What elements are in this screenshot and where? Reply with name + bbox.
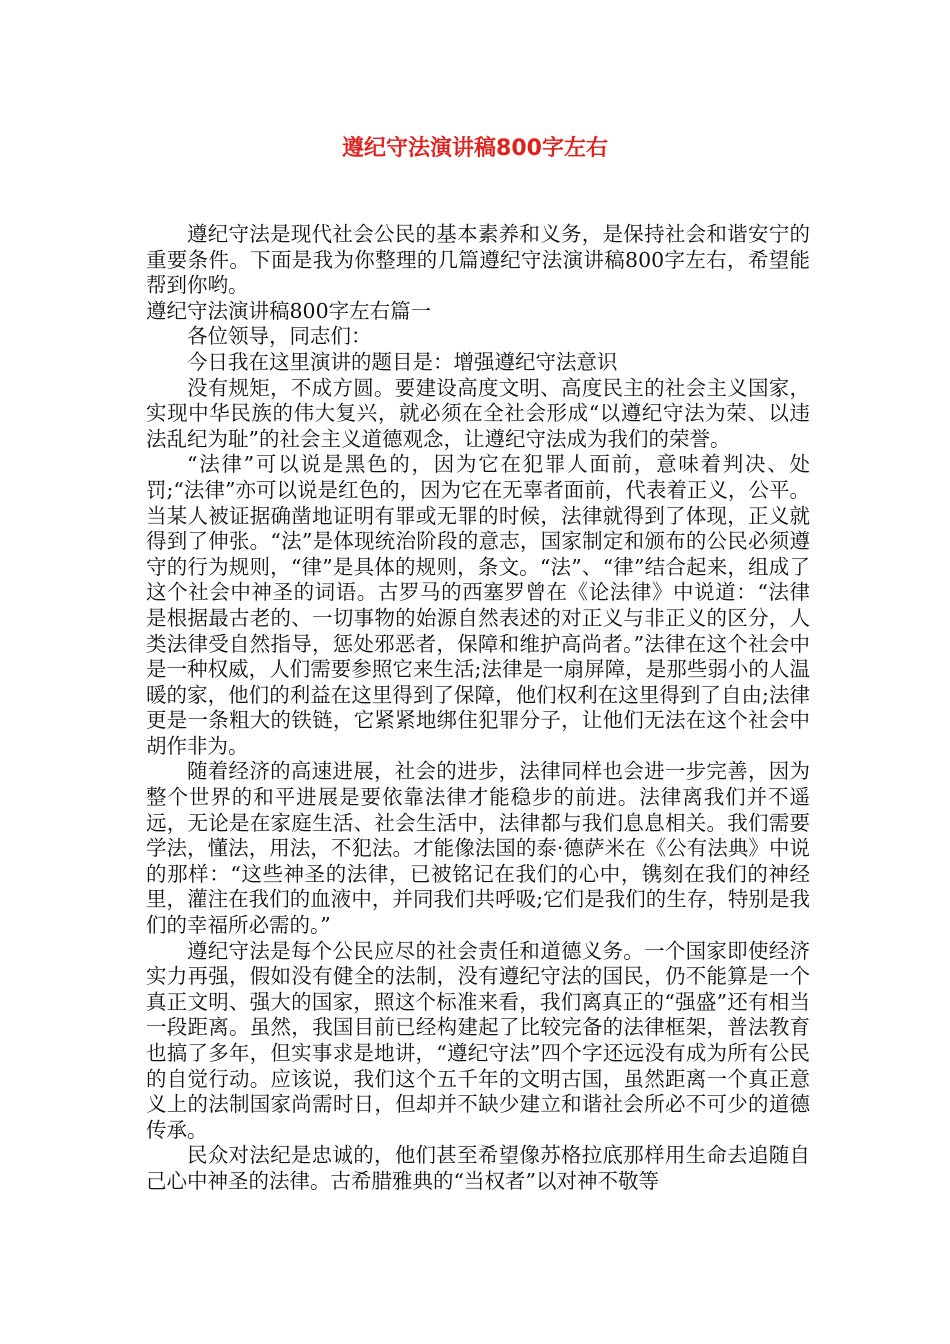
paragraph: “法律”可以说是黑色的，因为它在犯罪人面前，意味着判决、处罚;“法律”亦可以说是红色的，因为它在无辜者面前，代表着正义，公平。当某人被证据确凿地证明有罪或无罪的时候，法律就得到了体现，正义就得到了伸张。“法”是体现统治阶段的意志，国家制定和颁布的公民必须遵守的行为规则，“律”是具体的规则，条文。“法”、“律”结合起来，组成了这个社会中神圣的词语。古罗马的西塞罗曾在《论法律》中说道：“法律是根据最古老的、一切事物的始源自然表述的对正义与非正义的区分，人类法律受自然指导，惩处邪恶者，保障和维护高尚者。”法律在这个社会中是一种权威，人们需要参照它来生活;法律是一扇屏障，是那些弱小的人温暖的家，他们的利益在这里得到了保障，他们权利在这里得到了自由;法律更是一条粗大的铁链，它紧紧地绑住犯罪分子，让他们无法在这个社会中胡作非为。 xyxy=(146,452,810,758)
paragraph-intro: 遵纪守法是现代社会公民的基本素养和义务，是保持社会和谐安宁的重要条件。下面是我为你整理的几篇遵纪守法演讲稿800字左右，希望能帮到你哟。 xyxy=(146,222,810,298)
document-body xyxy=(146,222,810,1195)
paragraph: 没有规矩，不成方圆。要建设高度文明、高度民主的社会主义国家，实现中华民族的伟大复兴，就必须在全社会形成“以遵纪守法为荣、以违法乱纪为耻”的社会主义道德观念，让遵纪守法成为我们的荣誉。 xyxy=(146,375,810,451)
paragraph: 遵纪守法是每个公民应尽的社会责任和道德义务。一个国家即使经济实力再强，假如没有健全的法制，没有遵纪守法的国民，仍不能算是一个真正文明、强大的国家，照这个标准来看，我们离真正的“强盛”还有相当一段距离。虽然，我国目前已经构建起了比较完备的法律框架，普法教育也搞了多年，但实事求是地讲，“遵纪守法”四个字还远没有成为所有公民的自觉行动。应该说，我们这个五千年的文明古国，虽然距离一个真正意义上的法制国家尚需时日，但却并不缺少建立和谐社会所必不可少的道德传承。 xyxy=(146,938,810,1142)
paragraph: 随着经济的高速进展，社会的进步，法律同样也会进一步完善，因为整个世界的和平进展是要依靠法律才能稳步的前进。法律离我们并不遥远，无论是在家庭生活、社会生活中，法律都与我们息息相关。我们需要学法，懂法，用法，不犯法。才能像法国的泰·德萨米在《公有法典》中说的那样：“这些神圣的法律，已被铭记在我们的心中，镌刻在我们的神经里，灌注在我们的血液中，并同我们共呼吸;它们是我们的生存，特别是我们的幸福所必需的。” xyxy=(146,759,810,938)
section-heading: 遵纪守法演讲稿800字左右篇一 xyxy=(146,298,432,323)
document-title: 遵纪守法演讲稿800字左右 xyxy=(342,136,608,161)
paragraph-salutation: 各位领导，同志们： xyxy=(187,324,372,349)
paragraph-topic: 今日我在这里演讲的题目是：增强遵纪守法意识 xyxy=(187,349,618,374)
paragraph: 民众对法纪是忠诚的，他们甚至希望像苏格拉底那样用生命去追随自己心中神圣的法律。古希腊雅典的“当权者”以对神不敬等 xyxy=(146,1143,810,1193)
